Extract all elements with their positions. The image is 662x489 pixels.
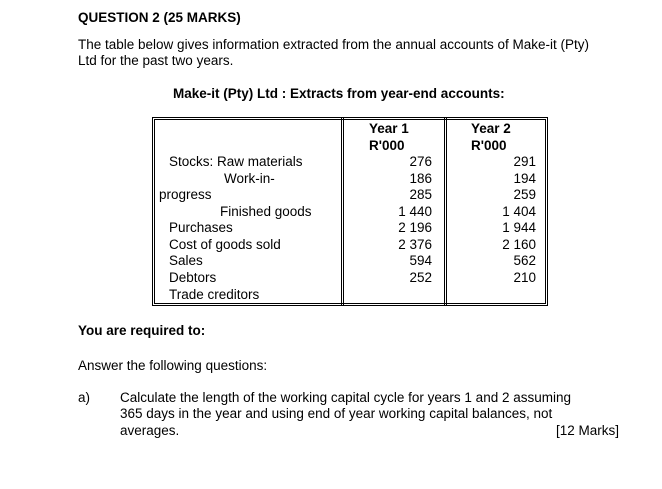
required-heading: You are required to: xyxy=(78,323,206,338)
accounts-table xyxy=(152,117,548,306)
item-a-marks: [12 Marks] xyxy=(555,423,619,438)
y2-value: 562 xyxy=(513,253,536,268)
question-title: QUESTION 2 (25 MARKS) xyxy=(78,10,241,25)
table-divider-2b xyxy=(446,118,447,305)
intro-line-1: The table below gives information extracted from the annual accounts of Make-it (Pty) xyxy=(78,37,589,52)
y1-value: 2 376 xyxy=(398,237,432,252)
col-header-year1: Year 1 xyxy=(369,121,409,136)
y1-value: 276 xyxy=(409,154,432,169)
table-divider-1 xyxy=(341,118,342,305)
y2-value: 1 944 xyxy=(502,220,536,235)
table-divider-1b xyxy=(343,118,344,305)
y2-value: 259 xyxy=(513,187,536,202)
col-header-year2: Year 2 xyxy=(471,121,511,136)
col-header-year1-unit: R'000 xyxy=(369,138,405,153)
label-finished: Finished goods xyxy=(220,204,312,219)
y2-value: 194 xyxy=(513,171,536,186)
label-work-in: Work-in- xyxy=(224,171,275,186)
instruction-text: Answer the following questions: xyxy=(78,358,268,373)
label-debtors: Debtors xyxy=(169,270,217,285)
label-sales: Sales xyxy=(169,253,203,268)
y2-value: 2 160 xyxy=(502,237,536,252)
y2-value: 1 404 xyxy=(502,204,536,219)
label-stocks-raw: Stocks: Raw materials xyxy=(169,154,303,169)
y2-value: 291 xyxy=(513,154,536,169)
item-a-marker: a) xyxy=(78,390,91,405)
y1-value: 252 xyxy=(409,270,432,285)
y1-value: 1 440 xyxy=(398,204,432,219)
item-a-line-1: Calculate the length of the working capital cycle for years 1 and 2 assuming xyxy=(120,390,571,405)
y1-value: 594 xyxy=(409,253,432,268)
label-purchases: Purchases xyxy=(169,220,233,235)
y1-value: 186 xyxy=(409,171,432,186)
col-header-year2-unit: R'000 xyxy=(471,138,507,153)
y1-value: 285 xyxy=(409,187,432,202)
table-divider-2 xyxy=(444,118,445,305)
label-creditors: Trade creditors xyxy=(169,287,260,302)
table-caption: Make-it (Pty) Ltd : Extracts from year-end accounts: xyxy=(173,86,505,101)
y2-value: 210 xyxy=(513,270,536,285)
y1-value: 2 196 xyxy=(398,220,432,235)
label-progress: progress xyxy=(159,187,212,202)
item-a-line-3: averages. xyxy=(120,423,180,438)
intro-line-2: Ltd for the past two years. xyxy=(78,53,234,68)
item-a-line-2: 365 days in the year and using end of year working capital balances, not xyxy=(120,406,553,421)
label-cogs: Cost of goods sold xyxy=(169,237,281,252)
